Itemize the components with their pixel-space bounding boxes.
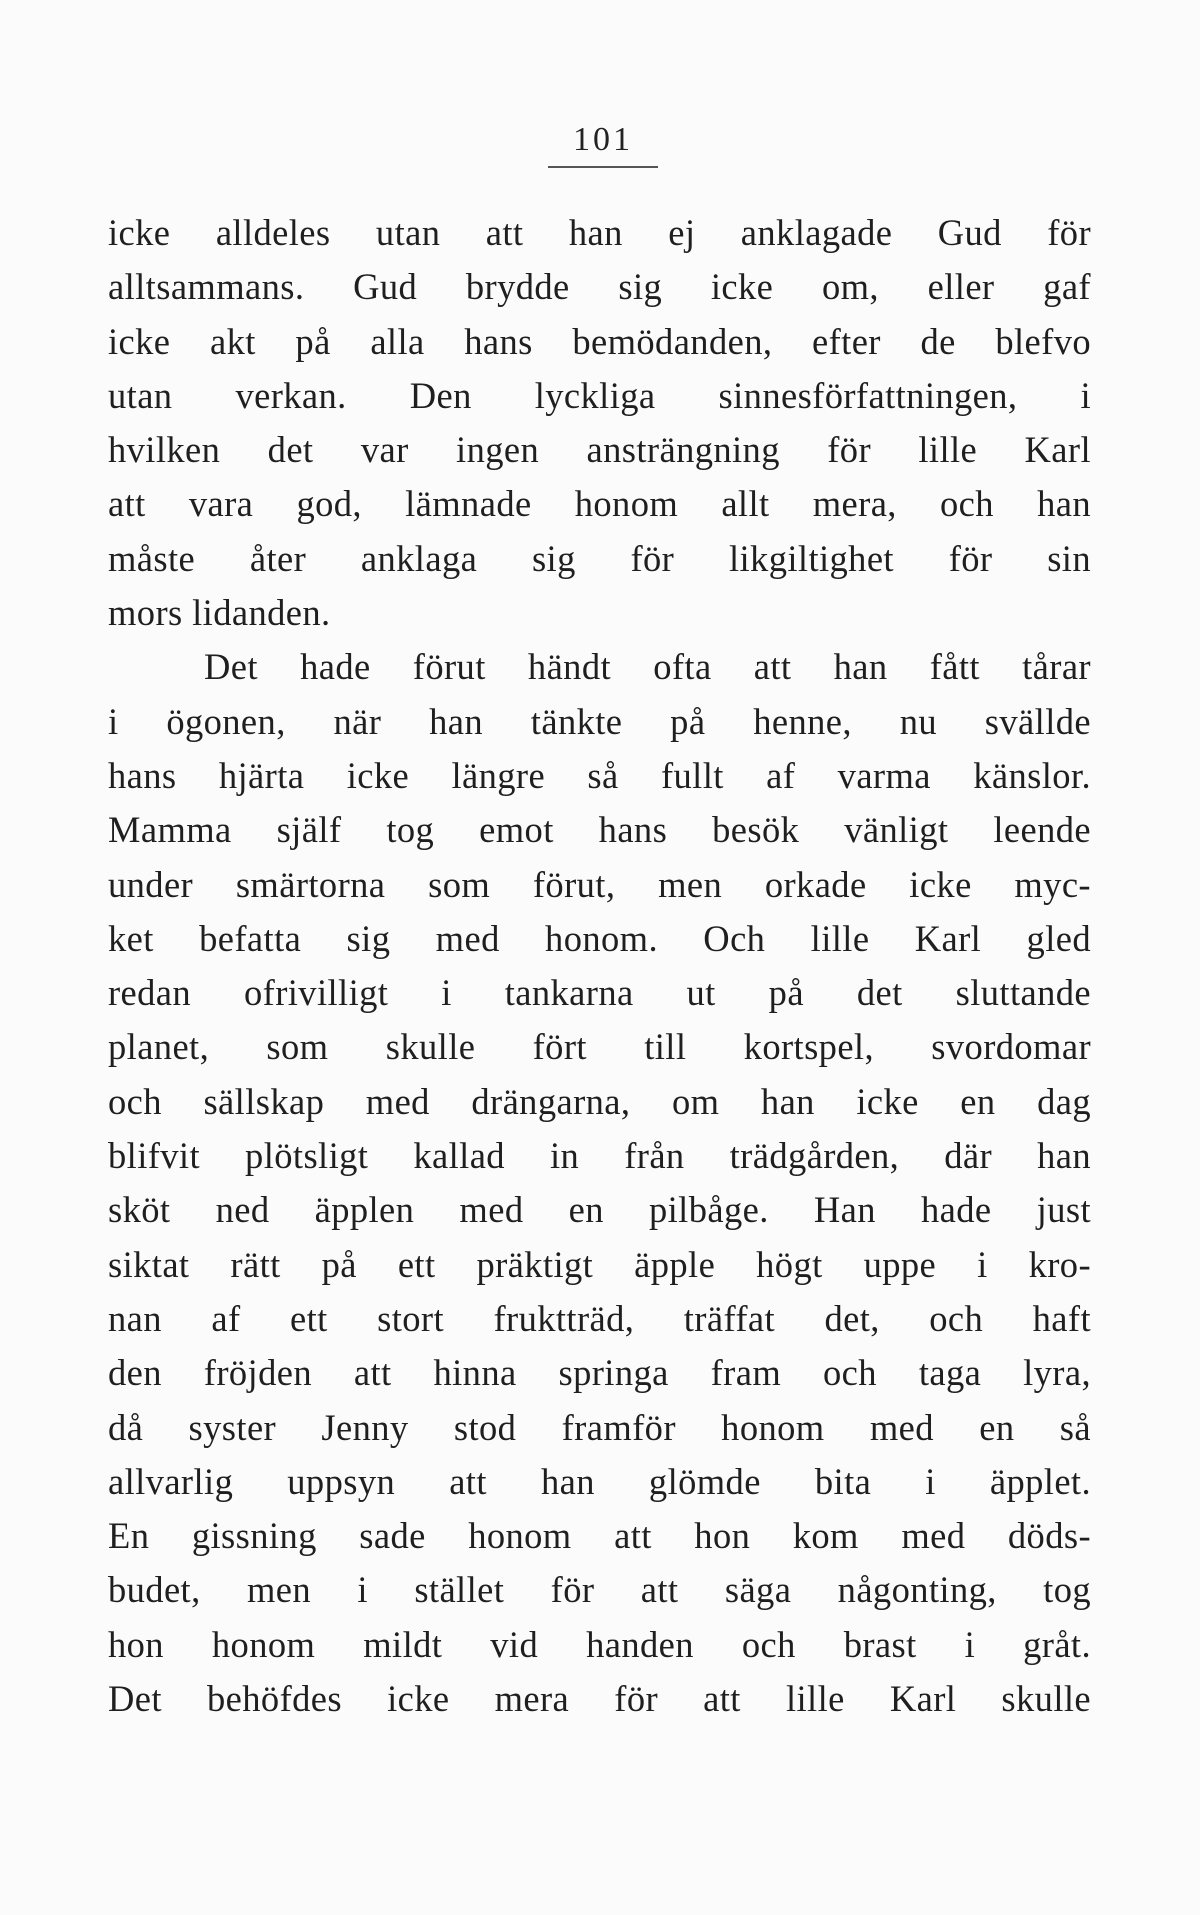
text-line: sköt ned äpplen med en pilbåge. Han hade just xyxy=(108,1189,1091,1231)
body-text xyxy=(108,206,1091,1726)
text-line: budet, men i stället för att säga någonting, tog xyxy=(108,1569,1091,1611)
text-line: icke akt på alla hans bemödanden, efter de blefvo xyxy=(108,320,1091,362)
text-line: planet, som skulle fört till kortspel, svordomar xyxy=(108,1026,1091,1068)
page-header xyxy=(548,120,658,168)
text-line: siktat rätt på ett präktigt äpple högt uppe i kro- xyxy=(108,1243,1091,1285)
text-line: att vara god, lämnade honom allt mera, och han xyxy=(108,483,1091,525)
text-line: allvarlig uppsyn att han glömde bita i äpplet. xyxy=(108,1460,1091,1502)
text-line: ket befatta sig med honom. Och lille Karl gled xyxy=(108,917,1091,959)
text-line: och sällskap med drängarna, om han icke en dag xyxy=(108,1080,1091,1122)
text-line: Det hade förut händt ofta att han fått tårar xyxy=(204,646,1091,688)
text-line: alltsammans. Gud brydde sig icke om, eller gaf xyxy=(108,266,1091,308)
text-line: mors lidanden. xyxy=(108,592,331,634)
text-line: icke alldeles utan att han ej anklagade Gud för xyxy=(108,212,1091,253)
text-line: hon honom mildt vid handen och brast i gråt. xyxy=(108,1623,1091,1665)
text-line: nan af ett stort fruktträd, träffat det, och haft xyxy=(108,1297,1091,1339)
text-line: under smärtorna som förut, men orkade icke myc- xyxy=(108,863,1091,905)
header-rule xyxy=(548,166,658,168)
text-line: den fröjden att hinna springa fram och taga lyra, xyxy=(108,1352,1091,1394)
text-line: redan ofrivilligt i tankarna ut på det sluttande xyxy=(108,972,1091,1014)
text-line: Mamma själf tog emot hans besök vänligt leende xyxy=(108,809,1091,851)
text-line: då syster Jenny stod framför honom med en så xyxy=(108,1406,1091,1448)
text-line: hans hjärta icke längre så fullt af varma känslor. xyxy=(108,754,1091,796)
text-line: i ögonen, när han tänkte på henne, nu svällde xyxy=(108,700,1091,742)
text-line: måste åter anklaga sig för likgiltighet för sin xyxy=(108,537,1091,579)
text-line: hvilken det var ingen ansträngning för lille Karl xyxy=(108,429,1091,471)
text-line: Det behöfdes icke mera för att lille Karl skulle xyxy=(108,1678,1091,1720)
text-line: utan verkan. Den lyckliga sinnesförfattningen, i xyxy=(108,374,1091,416)
page-number: 101 xyxy=(573,121,633,158)
text-line: En gissning sade honom att hon kom med döds- xyxy=(108,1515,1091,1557)
text-line: blifvit plötsligt kallad in från trädgården, där han xyxy=(108,1135,1091,1177)
